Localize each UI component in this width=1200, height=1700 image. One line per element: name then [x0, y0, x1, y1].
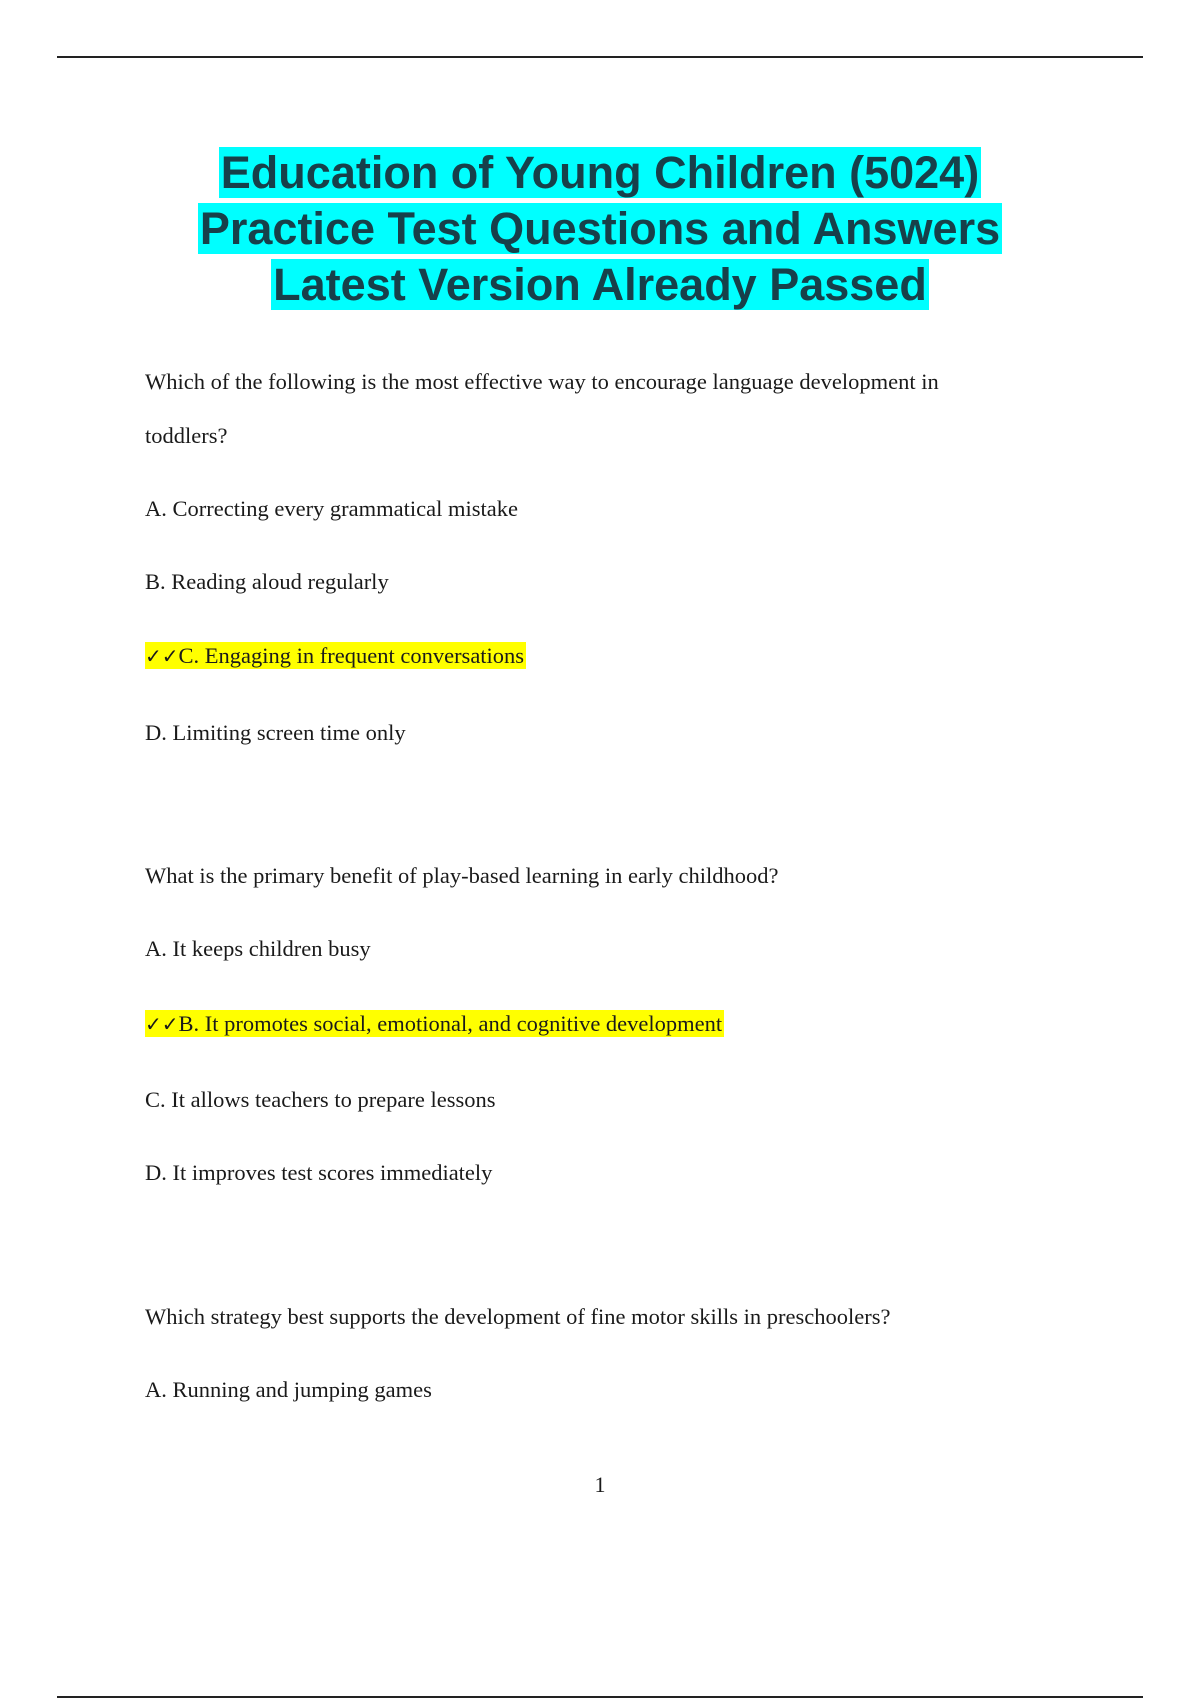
page-number: 1 — [594, 1472, 606, 1497]
question-1-text-line-1: Which of the following is the most effective way to encourage language development in — [145, 369, 939, 394]
question-2-option-b-correct — [145, 1009, 724, 1039]
question-2-option-d: D. It improves test scores immediately — [145, 1160, 493, 1185]
question-3-text: Which strategy best supports the development of fine motor skills in preschoolers? — [145, 1304, 891, 1329]
question-3-option-a: A. Running and jumping games — [145, 1377, 432, 1402]
correct-answer-highlight: ✓✓C. Engaging in frequent conversations — [145, 643, 525, 668]
question-2-text: What is the primary benefit of play-based learning in early childhood? — [145, 863, 779, 888]
question-2-option-c: C. It allows teachers to prepare lessons — [145, 1087, 496, 1112]
title-line-1: Education of Young Children (5024) — [220, 147, 980, 198]
top-rule — [57, 56, 1143, 58]
question-1-option-d: D. Limiting screen time only — [145, 720, 406, 745]
title-line-2: Practice Test Questions and Answers — [199, 203, 1001, 254]
check-mark-icon: ✓✓ — [145, 644, 179, 668]
question-1-text-line-2: toddlers? — [145, 423, 228, 448]
question-1-option-b: B. Reading aloud regularly — [145, 569, 389, 594]
document-title — [0, 145, 1200, 313]
question-2-option-a: A. It keeps children busy — [145, 936, 371, 961]
bottom-rule — [57, 1696, 1143, 1698]
check-mark-icon: ✓✓ — [145, 1012, 179, 1036]
correct-answer-highlight: ✓✓B. It promotes social, emotional, and cognitive development — [145, 1011, 723, 1036]
question-1-option-a: A. Correcting every grammatical mistake — [145, 496, 518, 521]
title-line-3: Latest Version Already Passed — [273, 259, 927, 310]
question-1-option-c-correct — [145, 641, 526, 671]
